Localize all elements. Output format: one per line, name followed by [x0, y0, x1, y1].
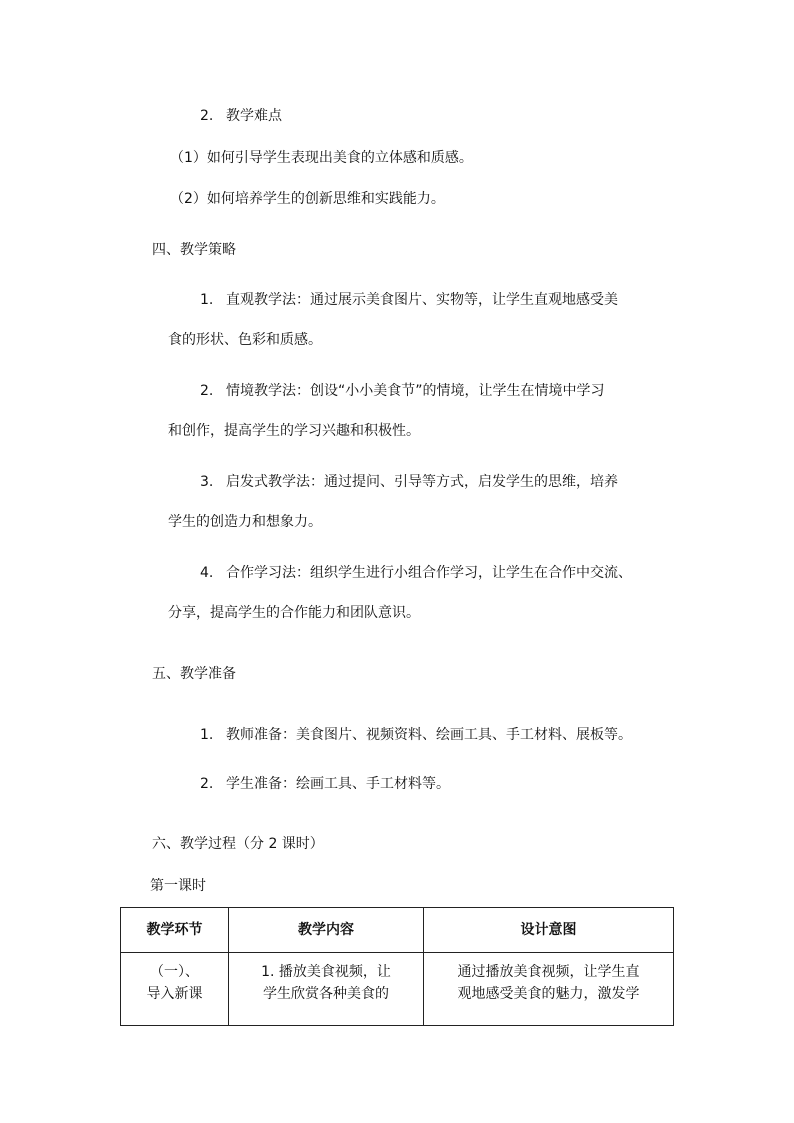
content-line-2: 学生欣赏各种美食的	[263, 986, 389, 1002]
strategy-item-4-line-1	[200, 563, 632, 583]
table-header-intent: 设计意图	[424, 908, 674, 953]
intent-line-2: 观地感受美食的魅力，激发学	[457, 986, 640, 1002]
difficulty-item-1: （1）如何引导学生表现出美食的立体感和质感。	[170, 150, 473, 166]
strategy-heading: 四、教学策略	[152, 242, 236, 258]
process-heading: 六、教学过程（分 2 课时）	[152, 836, 324, 852]
stage-line-1: （一）、	[150, 964, 199, 980]
strategy-item-1-line-2: 食的形状、色彩和质感。	[168, 332, 322, 348]
table-header-row	[121, 908, 674, 953]
strategy-item-2-number: 2.	[200, 383, 214, 399]
difficulty-heading	[200, 106, 282, 126]
table-header-stage: 教学环节	[121, 908, 229, 953]
lesson-title: 第一课时	[150, 878, 206, 894]
difficulty-item-2: （2）如何培养学生的创新思维和实践能力。	[170, 191, 445, 207]
strategy-item-2-line-1	[200, 381, 605, 401]
preparation-item-2-text: 学生准备：绘画工具、手工材料等。	[226, 776, 450, 792]
table-cell-stage	[121, 953, 229, 1026]
content-line-1: 1. 播放美食视频，让	[261, 964, 391, 980]
strategy-item-3-text: 启发式教学法：通过提问、引导等方式，启发学生的思维，培养	[226, 474, 618, 490]
preparation-item-2	[200, 774, 450, 794]
strategy-item-2-text: 情境教学法：创设“小小美食节”的情境，让学生在情境中学习	[226, 383, 605, 399]
stage-line-2: 导入新课	[146, 986, 203, 1002]
preparation-item-1	[200, 725, 632, 745]
preparation-item-1-text: 教师准备：美食图片、视频资料、绘画工具、手工材料、展板等。	[226, 727, 632, 743]
intent-line-1: 通过播放美食视频，让学生直	[457, 964, 640, 980]
table-header-content: 教学内容	[229, 908, 424, 953]
table-cell-content	[229, 953, 424, 1026]
difficulty-title: 教学难点	[226, 108, 282, 124]
table-cell-intent	[424, 953, 674, 1026]
strategy-item-2-line-2: 和创作，提高学生的学习兴趣和积极性。	[168, 423, 420, 439]
preparation-heading: 五、教学准备	[152, 666, 236, 682]
strategy-item-4-text: 合作学习法：组织学生进行小组合作学习，让学生在合作中交流、	[226, 565, 632, 581]
strategy-item-3-line-1	[200, 472, 618, 492]
strategy-item-4-number: 4.	[200, 565, 214, 581]
strategy-item-1-number: 1.	[200, 292, 214, 308]
preparation-item-2-number: 2.	[200, 776, 214, 792]
strategy-item-1-line-1	[200, 290, 618, 310]
strategy-item-3-line-2: 学生的创造力和想象力。	[168, 514, 322, 530]
preparation-item-1-number: 1.	[200, 727, 214, 743]
strategy-item-3-number: 3.	[200, 474, 214, 490]
strategy-item-1-text: 直观教学法：通过展示美食图片、实物等，让学生直观地感受美	[226, 292, 618, 308]
lesson-table	[120, 907, 674, 1026]
strategy-item-4-line-2: 分享，提高学生的合作能力和团队意识。	[168, 605, 420, 621]
difficulty-number: 2.	[200, 108, 214, 124]
table-row	[121, 953, 674, 1026]
